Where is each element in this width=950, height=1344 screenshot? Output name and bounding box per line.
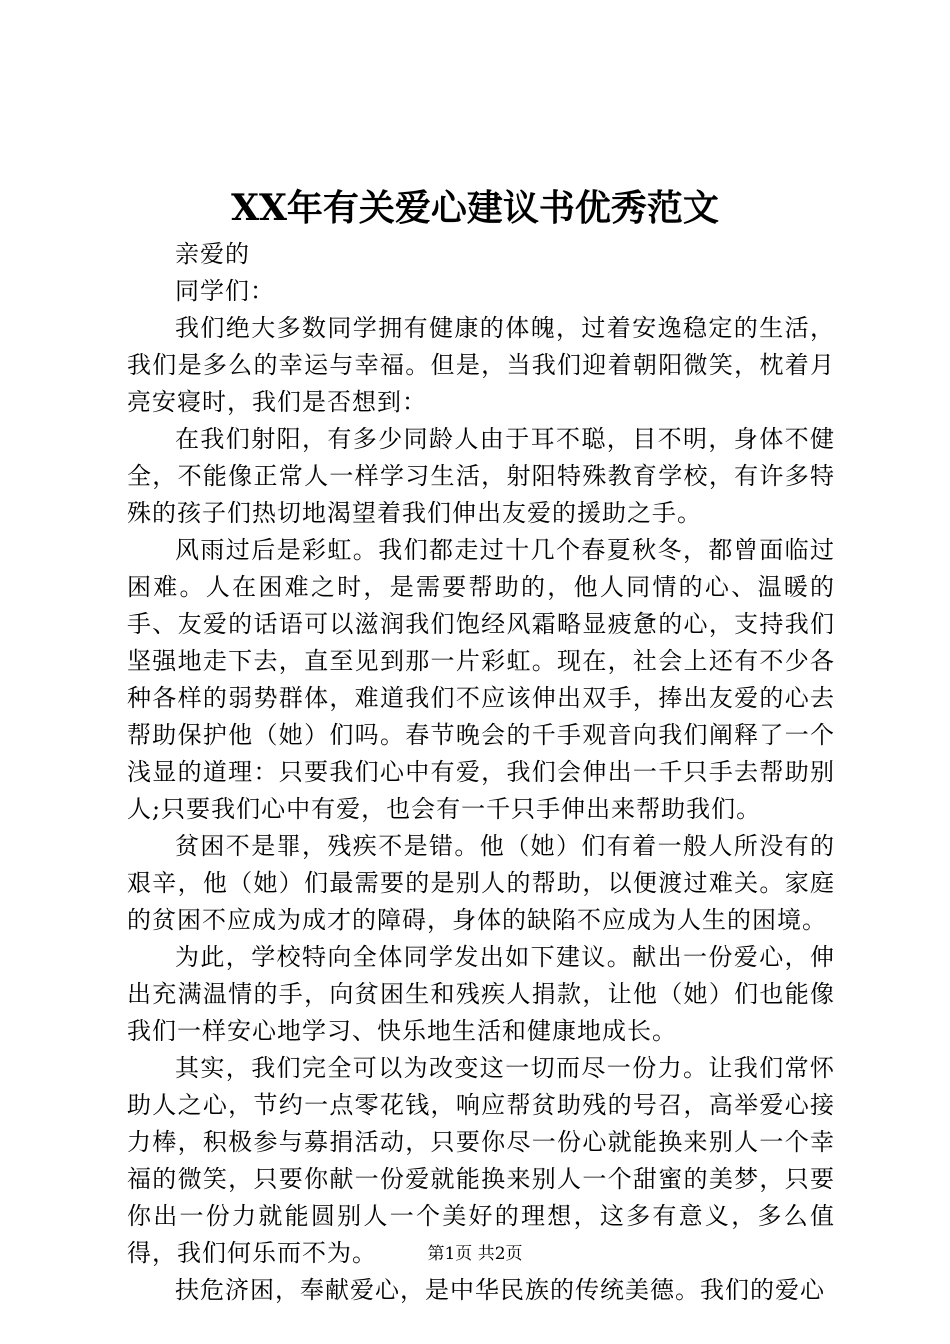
salutation-line-2: 同学们： bbox=[175, 277, 275, 305]
body-paragraph: 扶危济困，奉献爱心，是中华民族的传统美德。我们的爱心 bbox=[175, 1276, 825, 1304]
salutation-line-1: 亲爱的 bbox=[175, 240, 250, 268]
body-paragraph: 在我们射阳，有多少同龄人由于耳不聪，目不明，身体不健全，不能像正常人一样学习生活，射阳特殊教育学校，有许多特殊的孩子们热切地渴望着我们伸出友爱的援助之手。 bbox=[127, 425, 835, 527]
body-paragraph: 风雨过后是彩虹。我们都走过十几个春夏秋冬，都曾面临过困难。人在困难之时，是需要帮助的，他人同情的心、温暖的手、友爱的话语可以滋润我们饱经风霜略显疲惫的心，支持我们坚强地走下去，直至见到那一片彩虹。现在，社会上还有不少各种各样的弱势群体，难道我们不应该伸出双手，捧出友爱的心去帮助保护他（她）们吗。春节晚会的千手观音向我们阐释了一个浅显的道理：只要我们心中有爱，我们会伸出一千只手去帮助别人;只要我们心中有爱，也会有一千只手伸出来帮助我们。 bbox=[127, 536, 835, 823]
document-title: XX年有关爱心建议书优秀范文 bbox=[231, 187, 719, 229]
body-paragraph: 其实，我们完全可以为改变这一切而尽一份力。让我们常怀助人之心，节约一点零花钱，响应帮贫助残的号召，高举爱心接力棒，积极参与募捐活动，只要你尽一份心就能换来别人一个幸福的微笑，只要你献一份爱就能换来别人一个甜蜜的美梦，只要你出一份力就能圆别人一个美好的理想，这多有意义，多么值得，我们何乐而不为。 bbox=[127, 1054, 835, 1267]
body-paragraph: 为此，学校特向全体同学发出如下建议。献出一份爱心，伸出充满温情的手，向贫困生和残疾人捐款，让他（她）们也能像我们一样安心地学习、快乐地生活和健康地成长。 bbox=[127, 943, 835, 1045]
body-paragraph: 贫困不是罪，残疾不是错。他（她）们有着一般人所没有的艰辛，他（她）们最需要的是别人的帮助，以便渡过难关。家庭的贫困不应成为成才的障碍，身体的缺陷不应成为人生的困境。 bbox=[127, 832, 835, 934]
page-footer: 第1页 共2页 bbox=[427, 1244, 523, 1264]
body-paragraph: 我们绝大多数同学拥有健康的体魄，过着安逸稳定的生活，我们是多么的幸运与幸福。但是，当我们迎着朝阳微笑，枕着月亮安寝时，我们是否想到： bbox=[127, 314, 835, 416]
document-body bbox=[127, 236, 835, 1309]
